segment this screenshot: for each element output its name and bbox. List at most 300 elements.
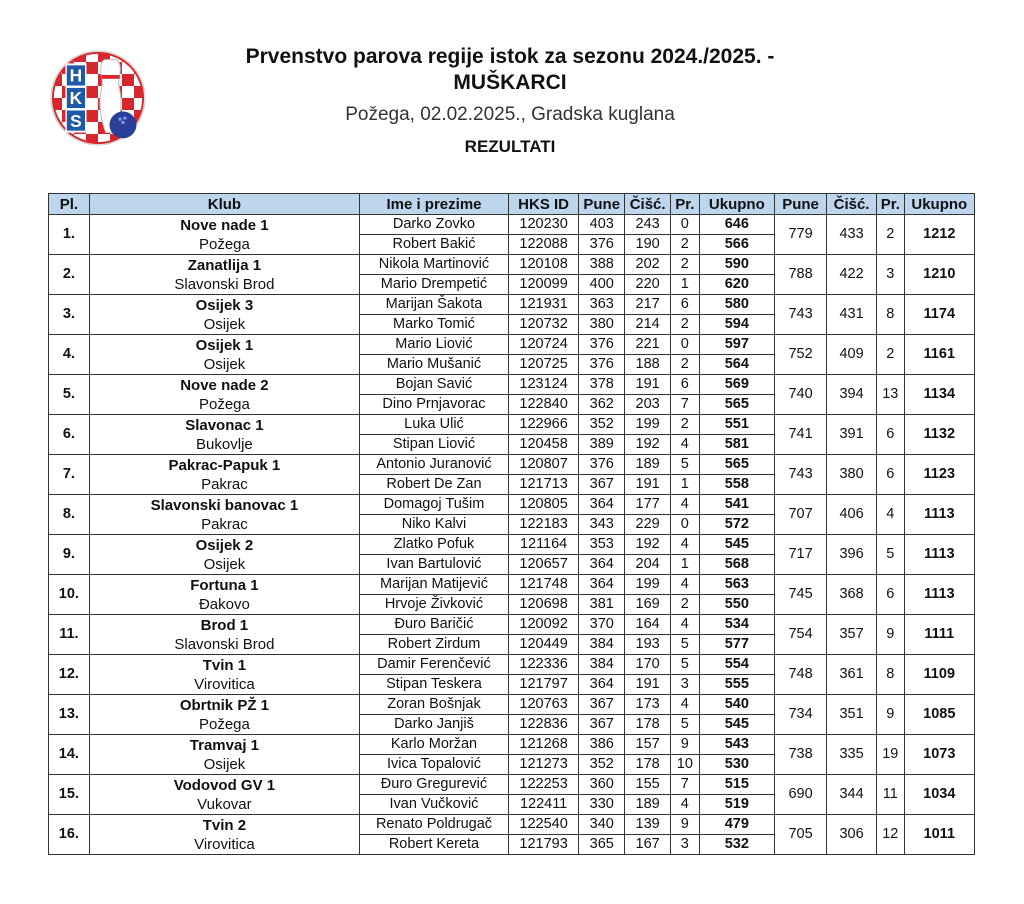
pair-total: 1212 xyxy=(904,215,974,255)
pair-cisc: 409 xyxy=(827,335,877,375)
player-pune: 364 xyxy=(579,495,625,515)
place-cell: 6. xyxy=(49,415,90,455)
player-cisc: 188 xyxy=(625,355,671,375)
club-town: Požega xyxy=(198,715,250,733)
pair-cisc: 396 xyxy=(827,535,877,575)
player-cisc: 203 xyxy=(625,395,671,415)
place-cell: 10. xyxy=(49,575,90,615)
player-cisc: 229 xyxy=(625,515,671,535)
pair-pune: 707 xyxy=(775,495,827,535)
player-pune: 388 xyxy=(579,255,625,275)
pair-pr: 6 xyxy=(877,575,905,615)
pair-cisc: 306 xyxy=(827,815,877,855)
club-town: Slavonski Brod xyxy=(174,635,275,653)
place-cell: 14. xyxy=(49,735,90,775)
table-row xyxy=(49,455,975,475)
player-total: 580 xyxy=(699,295,774,315)
player-name: Renato Poldrugač xyxy=(360,815,509,835)
player-total: 565 xyxy=(699,395,774,415)
pair-pune: 748 xyxy=(775,655,827,695)
pair-total: 1161 xyxy=(904,335,974,375)
player-pune: 376 xyxy=(579,235,625,255)
player-name: Ivan Vučković xyxy=(360,795,509,815)
pair-total: 1132 xyxy=(904,415,974,455)
player-cisc: 214 xyxy=(625,315,671,335)
player-pune: 381 xyxy=(579,595,625,615)
pair-cisc: 422 xyxy=(827,255,877,295)
club-name: Zanatlija 1 xyxy=(187,256,262,274)
club-cell xyxy=(89,215,359,255)
pair-cisc: 433 xyxy=(827,215,877,255)
pair-pune: 752 xyxy=(775,335,827,375)
table-row xyxy=(49,775,975,795)
place-cell: 12. xyxy=(49,655,90,695)
player-name: Marijan Matijević xyxy=(360,575,509,595)
player-total: 532 xyxy=(699,835,774,855)
table-row xyxy=(49,535,975,555)
club-town: Đakovo xyxy=(198,595,250,613)
header-pair-cisc: Čišć. xyxy=(827,194,877,215)
player-hks-id: 121748 xyxy=(508,575,578,595)
player-total: 541 xyxy=(699,495,774,515)
player-pune: 386 xyxy=(579,735,625,755)
pair-pr: 19 xyxy=(877,735,905,775)
player-cisc: 192 xyxy=(625,535,671,555)
page-title-line1: Prvenstvo parova regije istok za sezonu 2024./2025. - xyxy=(245,45,775,68)
player-name: Damir Ferenčević xyxy=(360,655,509,675)
player-pune: 403 xyxy=(579,215,625,235)
player-total: 540 xyxy=(699,695,774,715)
player-total: 566 xyxy=(699,235,774,255)
header-cisc: Čišć. xyxy=(625,194,671,215)
table-row xyxy=(49,735,975,755)
player-cisc: 177 xyxy=(625,495,671,515)
player-pr: 2 xyxy=(671,415,700,435)
player-name: Dino Prnjavorac xyxy=(360,395,509,415)
logo-letter-k: K xyxy=(69,88,83,109)
club-town: Osijek xyxy=(203,755,246,773)
table-row xyxy=(49,215,975,235)
club-name: Slavonac 1 xyxy=(185,416,264,434)
pair-total: 1210 xyxy=(904,255,974,295)
section-title: REZULTATI xyxy=(464,137,556,156)
player-pune: 400 xyxy=(579,275,625,295)
place-cell: 5. xyxy=(49,375,90,415)
player-pune: 343 xyxy=(579,515,625,535)
player-total: 568 xyxy=(699,555,774,575)
player-name: Karlo Moržan xyxy=(360,735,509,755)
table-row xyxy=(49,655,975,675)
place-cell: 8. xyxy=(49,495,90,535)
pair-pr: 9 xyxy=(877,695,905,735)
header-pair-pr: Pr. xyxy=(877,194,905,215)
player-pune: 384 xyxy=(579,655,625,675)
player-hks-id: 120092 xyxy=(508,615,578,635)
player-pr: 5 xyxy=(671,455,700,475)
player-cisc: 190 xyxy=(625,235,671,255)
player-hks-id: 122088 xyxy=(508,235,578,255)
player-hks-id: 121797 xyxy=(508,675,578,695)
player-pune: 367 xyxy=(579,695,625,715)
pair-cisc: 335 xyxy=(827,735,877,775)
pair-pune: 738 xyxy=(775,735,827,775)
player-cisc: 191 xyxy=(625,675,671,695)
table-row xyxy=(49,695,975,715)
player-total: 550 xyxy=(699,595,774,615)
player-pr: 9 xyxy=(671,735,700,755)
pair-total: 1085 xyxy=(904,695,974,735)
pair-pr: 11 xyxy=(877,775,905,815)
player-cisc: 221 xyxy=(625,335,671,355)
player-pune: 353 xyxy=(579,535,625,555)
player-total: 551 xyxy=(699,415,774,435)
hks-logo xyxy=(50,50,146,146)
club-cell xyxy=(89,495,359,535)
club-name: Pakrac-Papuk 1 xyxy=(168,456,281,474)
player-name: Mario Liović xyxy=(360,335,509,355)
pair-cisc: 406 xyxy=(827,495,877,535)
pair-pr: 8 xyxy=(877,655,905,695)
club-cell xyxy=(89,255,359,295)
player-pune: 340 xyxy=(579,815,625,835)
player-hks-id: 120230 xyxy=(508,215,578,235)
player-pune: 363 xyxy=(579,295,625,315)
player-total: 577 xyxy=(699,635,774,655)
pair-cisc: 391 xyxy=(827,415,877,455)
player-name: Darko Janjiš xyxy=(360,715,509,735)
player-cisc: 199 xyxy=(625,415,671,435)
player-pune: 362 xyxy=(579,395,625,415)
player-hks-id: 122540 xyxy=(508,815,578,835)
club-name: Brod 1 xyxy=(200,616,249,634)
player-pr: 5 xyxy=(671,635,700,655)
pair-cisc: 431 xyxy=(827,295,877,335)
player-total: 564 xyxy=(699,355,774,375)
pair-cisc: 357 xyxy=(827,615,877,655)
header-ukupno: Ukupno xyxy=(699,194,774,215)
header-club: Klub xyxy=(89,194,359,215)
pair-cisc: 380 xyxy=(827,455,877,495)
player-hks-id: 120763 xyxy=(508,695,578,715)
player-pr: 5 xyxy=(671,715,700,735)
player-total: 572 xyxy=(699,515,774,535)
table-row xyxy=(49,495,975,515)
club-cell xyxy=(89,735,359,775)
club-cell xyxy=(89,535,359,575)
player-hks-id: 122411 xyxy=(508,795,578,815)
club-cell xyxy=(89,415,359,455)
player-name: Hrvoje Živković xyxy=(360,595,509,615)
player-cisc: 220 xyxy=(625,275,671,295)
player-total: 519 xyxy=(699,795,774,815)
page-title-line2: MUŠKARCI xyxy=(453,71,567,94)
player-hks-id: 120099 xyxy=(508,275,578,295)
player-pr: 4 xyxy=(671,695,700,715)
pair-total: 1073 xyxy=(904,735,974,775)
player-pune: 384 xyxy=(579,635,625,655)
player-name: Nikola Martinović xyxy=(360,255,509,275)
player-pune: 376 xyxy=(579,335,625,355)
player-cisc: 204 xyxy=(625,555,671,575)
player-hks-id: 122253 xyxy=(508,775,578,795)
player-total: 545 xyxy=(699,535,774,555)
pair-pune: 705 xyxy=(775,815,827,855)
club-town: Požega xyxy=(198,235,250,253)
player-pr: 4 xyxy=(671,495,700,515)
player-name: Luka Ulić xyxy=(360,415,509,435)
player-pune: 352 xyxy=(579,755,625,775)
player-cisc: 189 xyxy=(625,795,671,815)
player-hks-id: 120458 xyxy=(508,435,578,455)
pair-pr: 9 xyxy=(877,615,905,655)
player-hks-id: 120698 xyxy=(508,595,578,615)
header-place: Pl. xyxy=(49,194,90,215)
player-pr: 7 xyxy=(671,395,700,415)
pair-total: 1109 xyxy=(904,655,974,695)
pair-pune: 740 xyxy=(775,375,827,415)
club-name: Tvin 1 xyxy=(202,656,247,674)
player-cisc: 243 xyxy=(625,215,671,235)
pair-pune: 690 xyxy=(775,775,827,815)
player-pr: 1 xyxy=(671,275,700,295)
club-name: Nove nade 1 xyxy=(180,216,269,234)
player-name: Ivan Bartulović xyxy=(360,555,509,575)
club-town: Osijek xyxy=(203,355,246,373)
pair-cisc: 394 xyxy=(827,375,877,415)
player-total: 555 xyxy=(699,675,774,695)
pair-pr: 8 xyxy=(877,295,905,335)
pair-total: 1111 xyxy=(904,615,974,655)
player-total: 565 xyxy=(699,455,774,475)
pair-pune: 741 xyxy=(775,415,827,455)
pair-cisc: 344 xyxy=(827,775,877,815)
player-pr: 4 xyxy=(671,615,700,635)
player-cisc: 199 xyxy=(625,575,671,595)
player-pr: 3 xyxy=(671,675,700,695)
player-name: Robert Kereta xyxy=(360,835,509,855)
table-row xyxy=(49,295,975,315)
place-cell: 15. xyxy=(49,775,90,815)
player-pr: 0 xyxy=(671,515,700,535)
player-name: Stipan Teskera xyxy=(360,675,509,695)
pair-pr: 3 xyxy=(877,255,905,295)
player-cisc: 157 xyxy=(625,735,671,755)
player-pune: 376 xyxy=(579,355,625,375)
player-total: 590 xyxy=(699,255,774,275)
player-pr: 2 xyxy=(671,315,700,335)
place-cell: 11. xyxy=(49,615,90,655)
place-cell: 9. xyxy=(49,535,90,575)
player-name: Antonio Juranović xyxy=(360,455,509,475)
results-table xyxy=(48,193,975,855)
header-name: Ime i prezime xyxy=(360,194,509,215)
player-pr: 4 xyxy=(671,575,700,595)
player-hks-id: 121273 xyxy=(508,755,578,775)
place-cell: 13. xyxy=(49,695,90,735)
club-town: Virovitica xyxy=(194,835,255,853)
pair-pune: 734 xyxy=(775,695,827,735)
player-hks-id: 122966 xyxy=(508,415,578,435)
player-pr: 4 xyxy=(671,435,700,455)
player-cisc: 139 xyxy=(625,815,671,835)
club-town: Pakrac xyxy=(201,475,248,493)
table-row xyxy=(49,575,975,595)
club-name: Slavonski banovac 1 xyxy=(150,496,299,514)
player-total: 563 xyxy=(699,575,774,595)
player-hks-id: 121268 xyxy=(508,735,578,755)
club-cell xyxy=(89,655,359,695)
player-name: Mario Mušanić xyxy=(360,355,509,375)
club-name: Obrtnik PŽ 1 xyxy=(179,696,269,714)
player-pr: 0 xyxy=(671,215,700,235)
player-cisc: 178 xyxy=(625,715,671,735)
logo-letter-h: H xyxy=(69,65,83,86)
header-pr: Pr. xyxy=(671,194,700,215)
header-pune: Pune xyxy=(579,194,625,215)
place-cell: 3. xyxy=(49,295,90,335)
player-hks-id: 120449 xyxy=(508,635,578,655)
player-cisc: 164 xyxy=(625,615,671,635)
pair-pr: 2 xyxy=(877,215,905,255)
pair-total: 1123 xyxy=(904,455,974,495)
player-cisc: 193 xyxy=(625,635,671,655)
bowling-ball-icon xyxy=(110,111,137,138)
player-hks-id: 120724 xyxy=(508,335,578,355)
pair-pr: 4 xyxy=(877,495,905,535)
club-town: Osijek xyxy=(203,315,246,333)
player-cisc: 167 xyxy=(625,835,671,855)
player-name: Darko Zovko xyxy=(360,215,509,235)
player-hks-id: 120807 xyxy=(508,455,578,475)
table-row xyxy=(49,375,975,395)
player-cisc: 169 xyxy=(625,595,671,615)
pair-pune: 754 xyxy=(775,615,827,655)
player-pune: 367 xyxy=(579,475,625,495)
pair-total: 1134 xyxy=(904,375,974,415)
pair-pr: 6 xyxy=(877,455,905,495)
pair-cisc: 361 xyxy=(827,655,877,695)
player-pune: 330 xyxy=(579,795,625,815)
club-town: Požega xyxy=(198,395,250,413)
club-cell xyxy=(89,335,359,375)
player-hks-id: 120108 xyxy=(508,255,578,275)
pair-total: 1174 xyxy=(904,295,974,335)
page-subtitle: Požega, 02.02.2025., Gradska kuglana xyxy=(345,104,675,125)
player-pune: 378 xyxy=(579,375,625,395)
player-cisc: 202 xyxy=(625,255,671,275)
player-total: 534 xyxy=(699,615,774,635)
player-hks-id: 120805 xyxy=(508,495,578,515)
place-cell: 16. xyxy=(49,815,90,855)
player-pr: 4 xyxy=(671,535,700,555)
pair-total: 1113 xyxy=(904,535,974,575)
player-name: Robert Zirdum xyxy=(360,635,509,655)
player-pr: 3 xyxy=(671,835,700,855)
club-cell xyxy=(89,695,359,735)
player-total: 581 xyxy=(699,435,774,455)
club-cell xyxy=(89,775,359,815)
place-cell: 1. xyxy=(49,215,90,255)
player-pune: 364 xyxy=(579,555,625,575)
club-town: Pakrac xyxy=(201,515,248,533)
player-cisc: 191 xyxy=(625,375,671,395)
club-name: Vodovod GV 1 xyxy=(173,776,276,794)
club-name: Osijek 2 xyxy=(195,536,254,554)
pair-pune: 788 xyxy=(775,255,827,295)
club-town: Vukovar xyxy=(197,795,252,813)
player-pr: 9 xyxy=(671,815,700,835)
table-row xyxy=(49,815,975,835)
player-cisc: 192 xyxy=(625,435,671,455)
player-hks-id: 120657 xyxy=(508,555,578,575)
club-town: Virovitica xyxy=(194,675,255,693)
player-total: 554 xyxy=(699,655,774,675)
club-town: Slavonski Brod xyxy=(174,275,275,293)
pair-total: 1011 xyxy=(904,815,974,855)
player-total: 569 xyxy=(699,375,774,395)
pair-pr: 12 xyxy=(877,815,905,855)
player-pr: 7 xyxy=(671,775,700,795)
player-total: 545 xyxy=(699,715,774,735)
club-town: Bukovlje xyxy=(196,435,253,453)
pair-pr: 5 xyxy=(877,535,905,575)
club-name: Tramvaj 1 xyxy=(189,736,260,754)
player-pr: 2 xyxy=(671,255,700,275)
player-cisc: 170 xyxy=(625,655,671,675)
player-cisc: 178 xyxy=(625,755,671,775)
pair-pune: 743 xyxy=(775,295,827,335)
player-cisc: 189 xyxy=(625,455,671,475)
club-name: Fortuna 1 xyxy=(190,576,259,594)
pair-cisc: 368 xyxy=(827,575,877,615)
player-total: 620 xyxy=(699,275,774,295)
player-total: 515 xyxy=(699,775,774,795)
player-total: 530 xyxy=(699,755,774,775)
pair-pune: 779 xyxy=(775,215,827,255)
pair-pune: 717 xyxy=(775,535,827,575)
player-name: Marijan Šakota xyxy=(360,295,509,315)
player-pune: 360 xyxy=(579,775,625,795)
table-row xyxy=(49,415,975,435)
header-pair-pune: Pune xyxy=(775,194,827,215)
player-pune: 370 xyxy=(579,615,625,635)
player-hks-id: 122836 xyxy=(508,715,578,735)
player-hks-id: 122183 xyxy=(508,515,578,535)
player-pune: 365 xyxy=(579,835,625,855)
header-pair-ukupno: Ukupno xyxy=(904,194,974,215)
logo-letter-s: S xyxy=(70,110,82,131)
player-hks-id: 122336 xyxy=(508,655,578,675)
player-total: 558 xyxy=(699,475,774,495)
player-pr: 6 xyxy=(671,375,700,395)
player-total: 597 xyxy=(699,335,774,355)
table-row xyxy=(49,335,975,355)
player-pune: 352 xyxy=(579,415,625,435)
club-name: Osijek 3 xyxy=(195,296,254,314)
player-hks-id: 121713 xyxy=(508,475,578,495)
player-pr: 6 xyxy=(671,295,700,315)
player-name: Đuro Gregurević xyxy=(360,775,509,795)
player-name: Marko Tomić xyxy=(360,315,509,335)
player-pr: 5 xyxy=(671,655,700,675)
club-cell xyxy=(89,575,359,615)
player-cisc: 155 xyxy=(625,775,671,795)
club-cell xyxy=(89,815,359,855)
player-pr: 4 xyxy=(671,795,700,815)
player-name: Robert Bakić xyxy=(360,235,509,255)
player-pr: 2 xyxy=(671,595,700,615)
table-row xyxy=(49,615,975,635)
